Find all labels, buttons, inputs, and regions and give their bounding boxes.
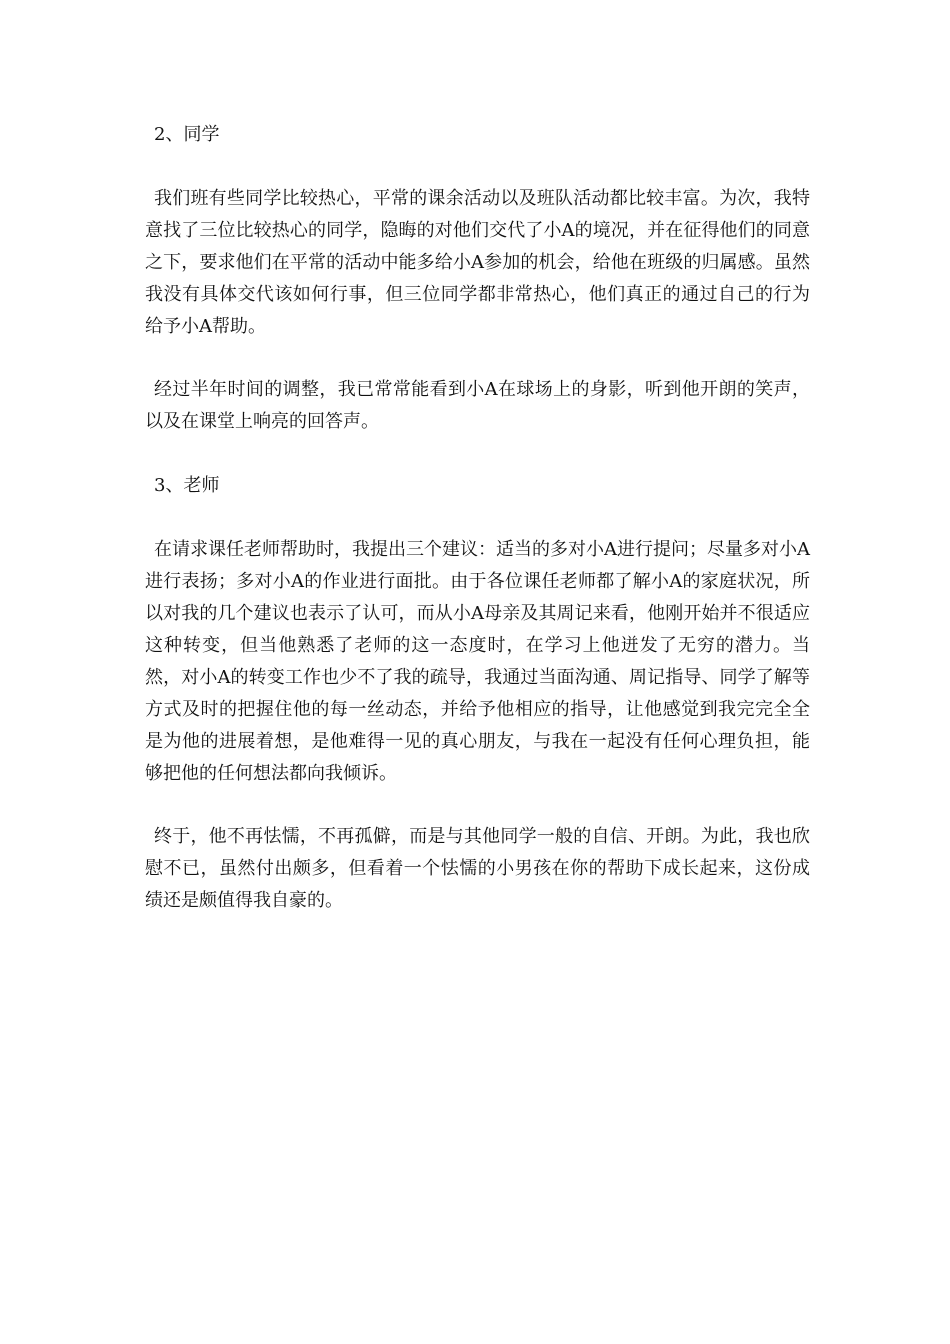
paragraph-classmates-result: 经过半年时间的调整，我已常常能看到小A在球场上的身影，听到他开朗的笑声，以及在课堂上响亮的回答声。	[145, 379, 810, 432]
section-heading-teachers: 3、老师	[154, 475, 220, 496]
paragraph-teachers-help: 在请求课任老师帮助时，我提出三个建议：适当的多对小A进行提问；尽量多对小A进行表扬；多对小A的作业进行面批。由于各位课任老师都了解小A的家庭状况，所以对我的几个建议也表示了认可，而从小A母亲及其周记来看，他刚开始并不很适应这种转变，但当他熟悉了老师的这一态度时，在学习上他迸发了无穷的潜力。当然，对小A的转变工作也少不了我的疏导，我通过当面沟通、周记指导、同学了解等方式及时的把握住他的每一丝动态，并给予他相应的指导，让他感觉到我完完全全是为他的进展着想，是他难得一见的真心朋友，与我在一起没有任何心理负担，能够把他的任何想法都向我倾诉。	[145, 539, 810, 784]
paragraph-classmates-help: 我们班有些同学比较热心，平常的课余活动以及班队活动都比较丰富。为次，我特意找了三位比较热心的同学，隐晦的对他们交代了小A的境况，并在征得他们的同意之下，要求他们在平常的活动中能多给小A参加的机会，给他在班级的归属感。虽然我没有具体交代该如何行事，但三位同学都非常热心，他们真正的通过自己的行为给予小A帮助。	[145, 188, 810, 337]
document-body	[145, 118, 810, 948]
section-heading-classmates: 2、同学	[154, 124, 220, 145]
paragraph-teachers-result: 终于，他不再怯懦，不再孤僻，而是与其他同学一般的自信、开朗。为此，我也欣慰不已，虽然付出颇多，但看着一个怯懦的小男孩在你的帮助下成长起来，这份成绩还是颇值得我自豪的。	[145, 826, 810, 911]
